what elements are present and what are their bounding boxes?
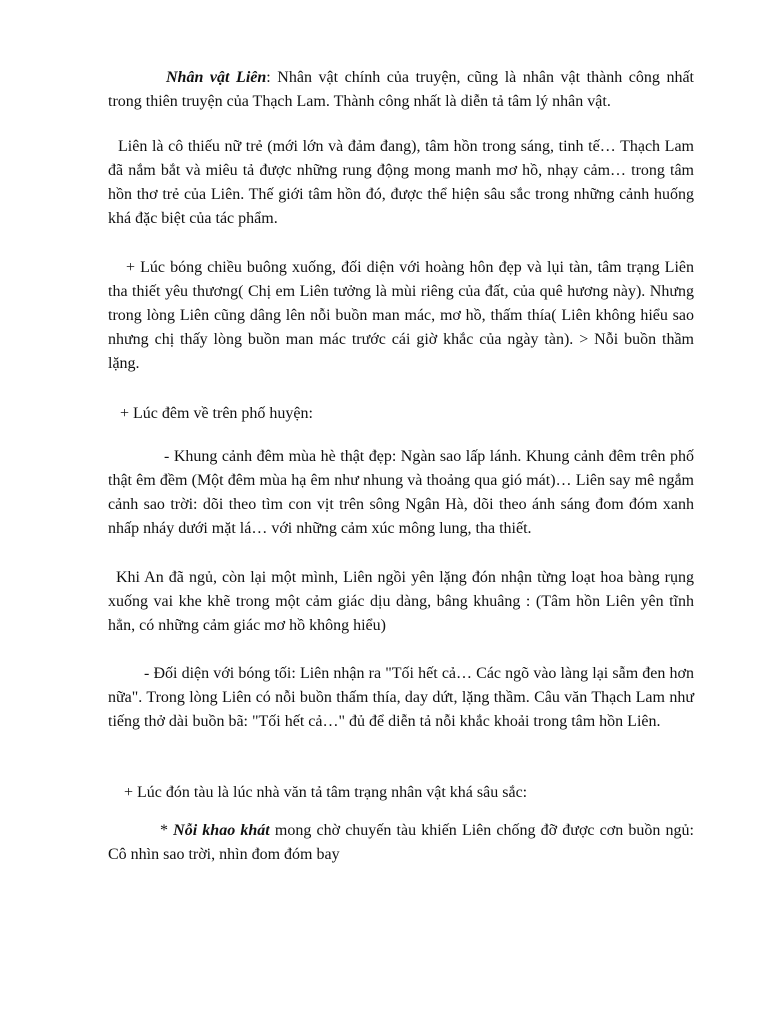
longing-heading: Nỗi khao khát — [173, 822, 270, 839]
paragraph-intro — [108, 66, 694, 114]
paragraph-evening-scene: + Lúc bóng chiều buông xuống, đối diện với hoàng hôn đẹp và lụi tàn, tâm trạng Liên tha thiết yêu thương( Chị em Liên tưởng là mùi riêng của đất, của quê hương này). Nhưng trong lòng Liên cũng dâng lên nỗi buồn man mác, mơ hồ, thấm thía( Liên không hiểu sao nhưng chị thấy lòng buồn man mác trước cái giờ khắc của ngày tàn). > Nỗi buồn thầm lặng. — [108, 259, 694, 372]
paragraph-intro-text: : Nhân vật chính của truyện, cũng là nhân vật thành công nhất trong thiên truyện của Thạch Lam. Thành công nhất là diễn tả tâm lý nhân vật. — [108, 69, 694, 110]
paragraph-darkness: - Đối diện với bóng tối: Liên nhận ra "Tối hết cả… Các ngõ vào làng lại sẫm đen hơn nữa". Trong lòng Liên có nỗi buồn thấm thía, day dứt, lặng thầm. Câu văn Thạch Lam như tiếng thở dài buồn bã: "Tối hết cả…" đủ để diễn tả nỗi khắc khoải trong tâm hồn Liên. — [108, 665, 694, 730]
paragraph-longing — [108, 819, 694, 867]
paragraph-alone: Khi An đã ngủ, còn lại một mình, Liên ngồi yên lặng đón nhận từng loạt hoa bàng rụng xuống vai khe khẽ trong một cảm giác dịu dàng, bâng khuâng : (Tâm hồn Liên yên tĩnh hẳn, có những cảm giác mơ hồ không hiểu) — [108, 569, 694, 634]
bullet-marker: * — [160, 822, 174, 839]
paragraph-night-heading: + Lúc đêm về trên phố huyện: — [120, 405, 313, 422]
paragraph-train-heading: + Lúc đón tàu là lúc nhà văn tả tâm trạng nhân vật khá sâu sắc: — [124, 784, 528, 801]
character-heading: Nhân vật Liên — [166, 69, 267, 86]
paragraph-summer-night: - Khung cảnh đêm mùa hè thật đẹp: Ngàn sao lấp lánh. Khung cảnh đêm trên phố thật êm đềm (Một đêm mùa hạ êm như nhung và thoảng qua gió mát)… Liên say mê ngắm cảnh sao trời: dõi theo tìm con vịt trên sông Ngân Hà, dõi theo ánh sáng đom đóm xanh nhấp nháy dưới mặt lá… với những cảm xúc mông lung, tha thiết. — [108, 448, 694, 537]
paragraph-lien-description: Liên là cô thiếu nữ trẻ (mới lớn và đảm đang), tâm hồn trong sáng, tinh tế… Thạch Lam đã nắm bắt và miêu tả được những rung động mong manh mơ hồ, nhạy cảm… trong tâm hồn thơ trẻ của Liên. Thế giới tâm hồn đó, được thể hiện sâu sắc trong những cảnh huống khá đặc biệt của tác phẩm. — [108, 138, 694, 227]
paragraph-longing-text: mong chờ chuyến tàu khiến Liên chống đỡ được cơn buồn ngủ: Cô nhìn sao trời, nhìn đom đóm bay — [108, 822, 694, 863]
